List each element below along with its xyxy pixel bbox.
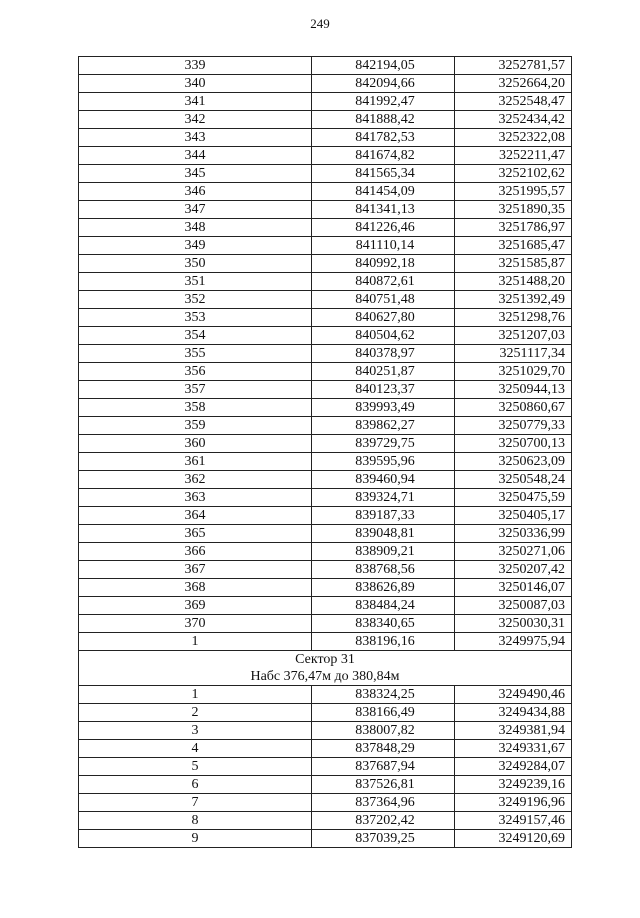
sector-subtitle: Набс 376,47м до 380,84м: [79, 668, 572, 686]
x-coordinate-cell: 841454,09: [312, 183, 455, 201]
x-coordinate-cell: 840123,37: [312, 381, 455, 399]
y-coordinate-cell: 3251685,47: [455, 237, 572, 255]
table-row: [79, 399, 572, 417]
x-coordinate-cell: 840992,18: [312, 255, 455, 273]
table-row: [79, 471, 572, 489]
x-coordinate-cell: 841782,53: [312, 129, 455, 147]
y-coordinate-cell: 3250336,99: [455, 525, 572, 543]
y-coordinate-cell: 3252664,20: [455, 75, 572, 93]
y-coordinate-cell: 3251029,70: [455, 363, 572, 381]
table-row: [79, 165, 572, 183]
point-number-cell: 346: [79, 183, 312, 201]
x-coordinate-cell: 840504,62: [312, 327, 455, 345]
table-row: [79, 722, 572, 740]
point-number-cell: 352: [79, 291, 312, 309]
y-coordinate-cell: 3251117,34: [455, 345, 572, 363]
point-number-cell: 369: [79, 597, 312, 615]
point-number-cell: 8: [79, 812, 312, 830]
y-coordinate-cell: 3249490,46: [455, 686, 572, 704]
x-coordinate-cell: 838484,24: [312, 597, 455, 615]
point-number-cell: 3: [79, 722, 312, 740]
page-number: 249: [310, 16, 330, 31]
table-row: [79, 93, 572, 111]
y-coordinate-cell: 3250405,17: [455, 507, 572, 525]
sector-title-row: [79, 651, 572, 669]
table-row: [79, 740, 572, 758]
table-row: [79, 273, 572, 291]
y-coordinate-cell: 3250860,67: [455, 399, 572, 417]
table-row: [79, 291, 572, 309]
table-row: [79, 507, 572, 525]
x-coordinate-cell: 840378,97: [312, 345, 455, 363]
y-coordinate-cell: 3250146,07: [455, 579, 572, 597]
table-row: [79, 327, 572, 345]
point-number-cell: 351: [79, 273, 312, 291]
y-coordinate-cell: 3251585,87: [455, 255, 572, 273]
point-number-cell: 349: [79, 237, 312, 255]
y-coordinate-cell: 3250271,06: [455, 543, 572, 561]
coordinates-table-body-lower: [79, 686, 572, 848]
x-coordinate-cell: 838909,21: [312, 543, 455, 561]
point-number-cell: 7: [79, 794, 312, 812]
point-number-cell: 358: [79, 399, 312, 417]
table-row: [79, 830, 572, 848]
y-coordinate-cell: 3251786,97: [455, 219, 572, 237]
point-number-cell: 347: [79, 201, 312, 219]
point-number-cell: 5: [79, 758, 312, 776]
table-row: [79, 309, 572, 327]
table-row: [79, 758, 572, 776]
table-row: [79, 615, 572, 633]
y-coordinate-cell: 3250700,13: [455, 435, 572, 453]
coordinates-table-body-upper: [79, 57, 572, 651]
x-coordinate-cell: 837687,94: [312, 758, 455, 776]
x-coordinate-cell: 842094,66: [312, 75, 455, 93]
x-coordinate-cell: 839460,94: [312, 471, 455, 489]
table-row: [79, 57, 572, 75]
x-coordinate-cell: 838007,82: [312, 722, 455, 740]
point-number-cell: 350: [79, 255, 312, 273]
x-coordinate-cell: 841992,47: [312, 93, 455, 111]
point-number-cell: 370: [79, 615, 312, 633]
table-row: [79, 525, 572, 543]
y-coordinate-cell: 3249120,69: [455, 830, 572, 848]
x-coordinate-cell: 840872,61: [312, 273, 455, 291]
x-coordinate-cell: 839324,71: [312, 489, 455, 507]
x-coordinate-cell: 841888,42: [312, 111, 455, 129]
table-row: [79, 183, 572, 201]
y-coordinate-cell: 3252102,62: [455, 165, 572, 183]
point-number-cell: 360: [79, 435, 312, 453]
x-coordinate-cell: 840627,80: [312, 309, 455, 327]
x-coordinate-cell: 838166,49: [312, 704, 455, 722]
y-coordinate-cell: 3250548,24: [455, 471, 572, 489]
table-row: [79, 686, 572, 704]
x-coordinate-cell: 837202,42: [312, 812, 455, 830]
point-number-cell: 359: [79, 417, 312, 435]
point-number-cell: 340: [79, 75, 312, 93]
sector-subtitle-row: [79, 668, 572, 686]
point-number-cell: 344: [79, 147, 312, 165]
y-coordinate-cell: 3252322,08: [455, 129, 572, 147]
y-coordinate-cell: 3250944,13: [455, 381, 572, 399]
x-coordinate-cell: 837039,25: [312, 830, 455, 848]
y-coordinate-cell: 3251890,35: [455, 201, 572, 219]
point-number-cell: 362: [79, 471, 312, 489]
table-row: [79, 363, 572, 381]
point-number-cell: 343: [79, 129, 312, 147]
point-number-cell: 1: [79, 686, 312, 704]
x-coordinate-cell: 841565,34: [312, 165, 455, 183]
x-coordinate-cell: 839595,96: [312, 453, 455, 471]
point-number-cell: 367: [79, 561, 312, 579]
table-row: [79, 345, 572, 363]
x-coordinate-cell: 841110,14: [312, 237, 455, 255]
y-coordinate-cell: 3252211,47: [455, 147, 572, 165]
y-coordinate-cell: 3252781,57: [455, 57, 572, 75]
table-row: [79, 381, 572, 399]
table-row: [79, 704, 572, 722]
point-number-cell: 342: [79, 111, 312, 129]
y-coordinate-cell: 3250207,42: [455, 561, 572, 579]
table-row: [79, 129, 572, 147]
y-coordinate-cell: 3249381,94: [455, 722, 572, 740]
y-coordinate-cell: 3251298,76: [455, 309, 572, 327]
table-row: [79, 489, 572, 507]
point-number-cell: 365: [79, 525, 312, 543]
point-number-cell: 356: [79, 363, 312, 381]
point-number-cell: 355: [79, 345, 312, 363]
point-number-cell: 364: [79, 507, 312, 525]
x-coordinate-cell: 841341,13: [312, 201, 455, 219]
point-number-cell: 363: [79, 489, 312, 507]
y-coordinate-cell: 3250779,33: [455, 417, 572, 435]
sector-title: Сектор 31: [79, 651, 572, 669]
x-coordinate-cell: 838196,16: [312, 633, 455, 651]
y-coordinate-cell: 3250087,03: [455, 597, 572, 615]
x-coordinate-cell: 839048,81: [312, 525, 455, 543]
y-coordinate-cell: 3250623,09: [455, 453, 572, 471]
y-coordinate-cell: 3251488,20: [455, 273, 572, 291]
point-number-cell: 366: [79, 543, 312, 561]
x-coordinate-cell: 838340,65: [312, 615, 455, 633]
y-coordinate-cell: 3250475,59: [455, 489, 572, 507]
y-coordinate-cell: 3251207,03: [455, 327, 572, 345]
point-number-cell: 345: [79, 165, 312, 183]
y-coordinate-cell: 3249239,16: [455, 776, 572, 794]
table-row: [79, 543, 572, 561]
x-coordinate-cell: 839729,75: [312, 435, 455, 453]
x-coordinate-cell: 839993,49: [312, 399, 455, 417]
table-row: [79, 453, 572, 471]
y-coordinate-cell: 3249284,07: [455, 758, 572, 776]
table-row: [79, 417, 572, 435]
point-number-cell: 6: [79, 776, 312, 794]
y-coordinate-cell: 3252548,47: [455, 93, 572, 111]
table-row: [79, 579, 572, 597]
y-coordinate-cell: 3249975,94: [455, 633, 572, 651]
coordinates-table: [78, 56, 572, 848]
table-row: [79, 255, 572, 273]
y-coordinate-cell: 3249434,88: [455, 704, 572, 722]
x-coordinate-cell: 838324,25: [312, 686, 455, 704]
y-coordinate-cell: 3249331,67: [455, 740, 572, 758]
table-row: [79, 75, 572, 93]
point-number-cell: 357: [79, 381, 312, 399]
table-row: [79, 237, 572, 255]
y-coordinate-cell: 3252434,42: [455, 111, 572, 129]
x-coordinate-cell: 837364,96: [312, 794, 455, 812]
table-row: [79, 147, 572, 165]
table-row: [79, 201, 572, 219]
table-row: [79, 633, 572, 651]
point-number-cell: 361: [79, 453, 312, 471]
x-coordinate-cell: 839187,33: [312, 507, 455, 525]
point-number-cell: 353: [79, 309, 312, 327]
y-coordinate-cell: 3251995,57: [455, 183, 572, 201]
sector-header-group: [79, 651, 572, 686]
x-coordinate-cell: 840251,87: [312, 363, 455, 381]
point-number-cell: 2: [79, 704, 312, 722]
x-coordinate-cell: 841226,46: [312, 219, 455, 237]
point-number-cell: 354: [79, 327, 312, 345]
x-coordinate-cell: 837848,29: [312, 740, 455, 758]
table-row: [79, 794, 572, 812]
table-row: [79, 435, 572, 453]
table-row: [79, 561, 572, 579]
table-row: [79, 219, 572, 237]
x-coordinate-cell: 838768,56: [312, 561, 455, 579]
y-coordinate-cell: 3250030,31: [455, 615, 572, 633]
point-number-cell: 1: [79, 633, 312, 651]
table-row: [79, 111, 572, 129]
table-row: [79, 812, 572, 830]
y-coordinate-cell: 3249196,96: [455, 794, 572, 812]
x-coordinate-cell: 838626,89: [312, 579, 455, 597]
x-coordinate-cell: 837526,81: [312, 776, 455, 794]
table-row: [79, 597, 572, 615]
x-coordinate-cell: 840751,48: [312, 291, 455, 309]
point-number-cell: 341: [79, 93, 312, 111]
point-number-cell: 339: [79, 57, 312, 75]
x-coordinate-cell: 841674,82: [312, 147, 455, 165]
point-number-cell: 9: [79, 830, 312, 848]
x-coordinate-cell: 842194,05: [312, 57, 455, 75]
y-coordinate-cell: 3249157,46: [455, 812, 572, 830]
y-coordinate-cell: 3251392,49: [455, 291, 572, 309]
point-number-cell: 348: [79, 219, 312, 237]
point-number-cell: 4: [79, 740, 312, 758]
x-coordinate-cell: 839862,27: [312, 417, 455, 435]
table-row: [79, 776, 572, 794]
point-number-cell: 368: [79, 579, 312, 597]
